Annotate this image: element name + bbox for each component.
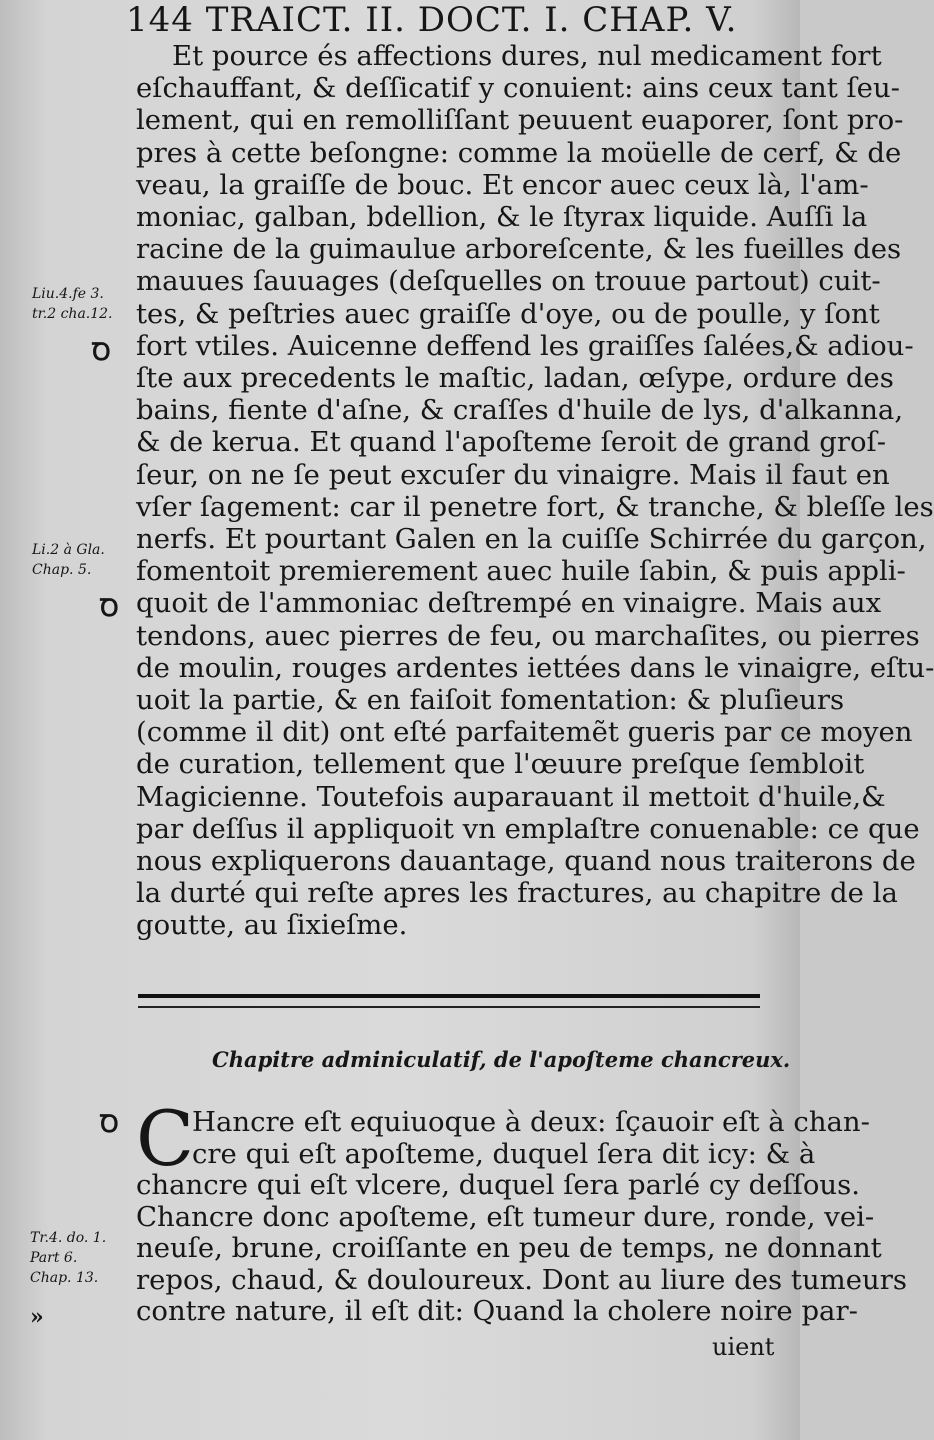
text-line: bains, fiente d'aſne, & craſſes d'huile de lys, d'alkanna, bbox=[136, 394, 904, 427]
margin-note-line: tr.2 cha.12. bbox=[32, 306, 113, 322]
text-line: la durté qui reſte apres les fractures, au chapitre de la bbox=[136, 877, 898, 910]
margin-note-line: Tr.4. do. 1. bbox=[30, 1230, 107, 1246]
paragraph-mark-icon: Ꝺ bbox=[92, 337, 111, 366]
text-line: uoit la partie, & en faiſoit fomentation: & pluſieurs bbox=[136, 684, 845, 717]
text-line: Hancre eſt equiuoque à deux: ſçauoir eſt à chan- bbox=[192, 1106, 870, 1138]
paragraph-mark-icon: Ꝺ bbox=[100, 1109, 119, 1138]
margin-note-line: Part 6. bbox=[30, 1250, 78, 1266]
text-line: fort vtiles. Auicenne deffend les graiſſes ſalées,& adiou- bbox=[136, 329, 914, 362]
text-line: par deſſus il appliquoit vn emplaſtre conuenable: ce que bbox=[136, 812, 920, 845]
text-line: de curation, tellement que l'œuure preſque ſembloit bbox=[136, 748, 865, 781]
margin-note-line: Li.2 à Gla. bbox=[32, 542, 105, 558]
catchword: uient bbox=[712, 1333, 775, 1361]
text-line: nerfs. Et pourtant Galen en la cuiſſe Schirrée du garçon, bbox=[136, 523, 927, 556]
paragraph-mark-icon: Ꝺ bbox=[100, 593, 119, 622]
chapter-paragraph bbox=[136, 1106, 907, 1328]
text-line: quoit de l'ammoniac deſtrempé en vinaigre. Mais aux bbox=[136, 587, 882, 620]
text-line: chancre qui eſt vlcere, duquel ſera parlé cy deſſous. bbox=[136, 1169, 860, 1201]
section-divider bbox=[138, 994, 760, 1008]
text-line: lement, qui en remolliſſant peuuent euaporer, ſont pro- bbox=[136, 104, 904, 137]
main-paragraph bbox=[136, 40, 934, 942]
text-line: & de kerua. Et quand l'apoſteme ſeroit de grand groſ- bbox=[136, 426, 886, 459]
text-line: Et pource és affections dures, nul medicament fort bbox=[172, 40, 882, 72]
margin-note-reference bbox=[32, 284, 113, 324]
text-line: goutte, au ſixieſme. bbox=[136, 909, 408, 942]
quotation-mark: » bbox=[30, 1304, 44, 1330]
drop-capital: C bbox=[136, 1094, 195, 1183]
text-line: contre nature, il eſt dit: Quand la cholere noire par- bbox=[136, 1295, 858, 1327]
text-line: nous expliquerons dauantage, quand nous traiterons de bbox=[136, 845, 916, 878]
text-line: ſeur, on ne ſe peut excuſer du vinaigre. Mais il faut en bbox=[136, 458, 890, 491]
text-line: cre qui eſt apoſteme, duquel ſera dit icy: & à bbox=[192, 1137, 816, 1170]
chapter-title: Chapitre adminiculatif, de l'apoſteme chancreux. bbox=[212, 1047, 791, 1072]
text-line: fomentoit premierement auec huile ſabin, & puis appli- bbox=[136, 555, 906, 588]
margin-note-line: Liu.4.fe 3. bbox=[32, 286, 104, 302]
text-line: ſte aux precedents le maſtic, ladan, œſype, ordure des bbox=[136, 362, 894, 395]
running-header: 144 TRAICT. II. DOCT. I. CHAP. V. bbox=[126, 0, 738, 40]
text-line: pres à cette beſongne: comme la moüelle de cerf, & de bbox=[136, 136, 902, 169]
margin-note-line: Chap. 13. bbox=[30, 1270, 99, 1286]
text-line: vſer ſagement: car il penetre fort, & tranche, & bleſſe les bbox=[136, 490, 934, 523]
margin-note-reference bbox=[30, 1228, 106, 1288]
margin-note-reference bbox=[32, 540, 105, 580]
text-line: tendons, auec pierres de feu, ou marchaſites, ou pierres bbox=[136, 619, 920, 652]
text-line: Magicienne. Toutefois auparauant il mettoit d'huile,& bbox=[136, 780, 886, 813]
text-line: Chancre donc apoſteme, eſt tumeur dure, ronde, vei- bbox=[136, 1200, 875, 1233]
text-line: mauues ſauuages (deſquelles on trouue partout) cuit- bbox=[136, 265, 881, 298]
text-line: eſchauffant, & deſſicatif y conuient: ains ceux tant ſeu- bbox=[136, 72, 900, 105]
text-line: racine de la guimaulue arboreſcente, & les fueilles des bbox=[136, 233, 902, 266]
text-line: neuſe, brune, croiſſante en peu de temps, ne donnant bbox=[136, 1232, 882, 1264]
text-line: veau, la graiſſe de bouc. Et encor auec ceux là, l'am- bbox=[136, 168, 869, 201]
margin-note-line: Chap. 5. bbox=[32, 562, 92, 578]
text-line: moniac, galban, bdellion, & le ſtyrax liquide. Auſſi la bbox=[136, 201, 868, 234]
text-line: de moulin, rouges ardentes iettées dans le vinaigre, eſtu- bbox=[136, 651, 934, 684]
text-line: tes, & peſtries auec graiſſe d'oye, ou de poulle, y ſont bbox=[136, 297, 880, 330]
text-line: (comme il dit) ont eſté parfaitemẽt gueris par ce moyen bbox=[136, 716, 913, 749]
text-line: repos, chaud, & douloureux. Dont au liure des tumeurs bbox=[136, 1263, 907, 1296]
